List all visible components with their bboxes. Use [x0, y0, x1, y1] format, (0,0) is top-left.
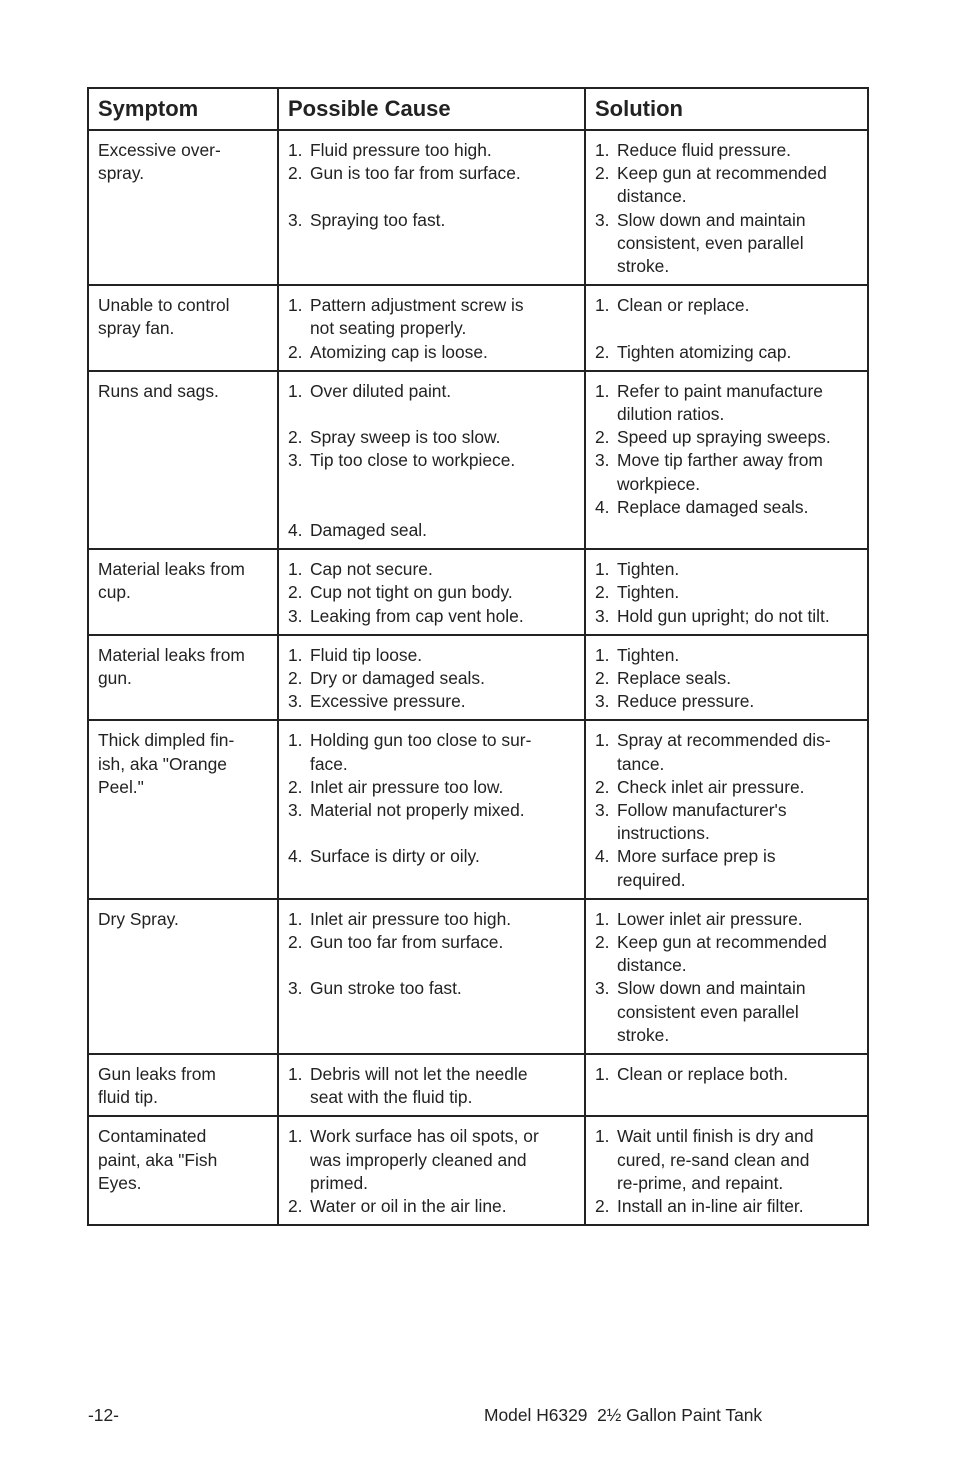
- item-text: [310, 139, 576, 162]
- item-text: [310, 162, 576, 208]
- solution-item: [595, 908, 859, 931]
- solution-item: [595, 776, 859, 799]
- item-line: stroke.: [617, 1024, 670, 1045]
- item-line: Speed up spraying sweeps.: [617, 427, 831, 448]
- item-line: required.: [617, 869, 686, 890]
- item-number: 1.: [595, 644, 610, 665]
- item-number: 2.: [595, 668, 610, 689]
- item-text: [310, 341, 576, 364]
- item-line: Fluid pressure too high.: [310, 140, 492, 160]
- item-line: Tighten.: [617, 644, 680, 665]
- item-line: Tighten.: [617, 582, 680, 603]
- cause-item: [288, 426, 576, 449]
- item-line: Tip too close to workpiece.: [310, 450, 516, 471]
- item-text: [617, 845, 859, 891]
- item-text: [310, 605, 576, 628]
- item-text: [310, 209, 576, 232]
- item-number: 3.: [595, 800, 610, 821]
- cause-item: [288, 931, 576, 977]
- cause-item: [288, 581, 576, 604]
- cause-item: [288, 341, 576, 364]
- item-line: Clean or replace both.: [617, 1064, 789, 1085]
- cause-item: [288, 690, 576, 713]
- cause-item: [288, 908, 576, 931]
- item-text: [310, 690, 576, 713]
- table-row: [88, 1116, 868, 1225]
- item-line: [310, 403, 576, 426]
- item-number: 4.: [288, 520, 303, 540]
- item-line: Install an in-line air filter.: [617, 1196, 804, 1217]
- item-number: 1.: [595, 730, 610, 751]
- item-line: distance.: [617, 955, 687, 976]
- solution-cell: [585, 1116, 868, 1225]
- solution-cell: [585, 720, 868, 898]
- solution-item: [595, 667, 859, 690]
- item-text: [617, 977, 859, 1047]
- item-line: Cap not secure.: [310, 559, 433, 580]
- item-line: Cup not tight on gun body.: [310, 582, 513, 603]
- item-line: Surface is dirty or oily.: [310, 846, 480, 867]
- symptom-line: gun.: [98, 668, 132, 689]
- item-text: [310, 1063, 576, 1109]
- table-header-row: [88, 88, 868, 130]
- item-number: 2.: [595, 776, 610, 797]
- cause-item: [288, 845, 576, 868]
- item-text: [310, 644, 576, 667]
- item-number: 3.: [595, 605, 610, 626]
- item-number: 3.: [595, 209, 610, 230]
- item-line: Follow manufacturer's: [617, 800, 787, 821]
- symptom-cell: [88, 1054, 278, 1116]
- item-number: 3.: [288, 978, 303, 999]
- symptom-line: Peel.": [98, 776, 144, 797]
- item-line: Dry or damaged seals.: [310, 668, 485, 689]
- cause-cell: [278, 635, 585, 721]
- table-row: [88, 1054, 868, 1116]
- symptom-line: Unable to control: [98, 295, 230, 316]
- cause-item: [288, 209, 576, 232]
- item-text: [310, 799, 576, 845]
- item-line: Reduce pressure.: [617, 691, 755, 712]
- solution-item: [595, 139, 859, 162]
- item-line: Wait until finish is dry and: [617, 1126, 814, 1147]
- troubleshooting-table: [87, 87, 869, 1226]
- solution-item: [595, 162, 859, 208]
- item-number: 1.: [288, 140, 303, 160]
- item-line: Gun too far from surface.: [310, 932, 504, 953]
- item-text: [617, 294, 859, 340]
- item-text: [617, 209, 859, 279]
- item-text: [310, 449, 576, 519]
- item-text: [310, 426, 576, 449]
- item-number: 1.: [288, 1064, 303, 1085]
- symptom-line: Eyes.: [98, 1172, 142, 1193]
- item-number: 2.: [595, 341, 610, 362]
- item-line: Spray at recommended dis-: [617, 730, 831, 751]
- item-number: 3.: [288, 605, 303, 626]
- cause-item: [288, 1195, 576, 1218]
- item-text: [617, 605, 859, 628]
- item-line: Check inlet air pressure.: [617, 776, 805, 797]
- item-line: More surface prep is: [617, 846, 776, 867]
- item-number: 3.: [288, 209, 303, 230]
- solution-item: [595, 380, 859, 426]
- solution-item: [595, 558, 859, 581]
- item-text: [617, 426, 859, 449]
- item-line: Clean or replace.: [617, 295, 750, 316]
- cause-item: [288, 605, 576, 628]
- item-line: Fluid tip loose.: [310, 644, 423, 665]
- item-number: 3.: [595, 978, 610, 999]
- item-line: Over diluted paint.: [310, 380, 452, 401]
- symptom-line: Material leaks from: [98, 644, 245, 665]
- cause-cell: [278, 371, 585, 549]
- item-line: Damaged seal.: [310, 520, 427, 540]
- item-number: 2.: [288, 1196, 303, 1217]
- item-number: 2.: [595, 582, 610, 603]
- table-row: [88, 899, 868, 1054]
- solution-item: [595, 845, 859, 891]
- solution-cell: [585, 899, 868, 1054]
- item-text: [617, 776, 859, 799]
- item-text: [617, 581, 859, 604]
- solution-item: [595, 799, 859, 845]
- item-line: [310, 954, 576, 977]
- solution-cell: [585, 549, 868, 635]
- item-line: Keep gun at recommended: [617, 932, 827, 953]
- item-line: Refer to paint manufacture: [617, 380, 823, 401]
- symptom-cell: [88, 371, 278, 549]
- item-line: distance.: [617, 186, 687, 207]
- symptom-cell: [88, 899, 278, 1054]
- solution-item: [595, 1195, 859, 1218]
- symptom-cell: [88, 720, 278, 898]
- table-row: [88, 371, 868, 549]
- item-text: [310, 908, 576, 931]
- symptom-cell: [88, 130, 278, 285]
- item-line: primed.: [310, 1172, 368, 1193]
- symptom-line: Thick dimpled fin-: [98, 730, 235, 751]
- item-text: [617, 139, 859, 162]
- item-number: 2.: [288, 668, 303, 689]
- item-line: Inlet air pressure too low.: [310, 776, 504, 797]
- item-line: Gun stroke too fast.: [310, 978, 462, 999]
- item-number: 2.: [288, 427, 303, 448]
- cause-item: [288, 1063, 576, 1109]
- item-line: Work surface has oil spots, or: [310, 1126, 539, 1147]
- cause-item: [288, 519, 576, 542]
- item-text: [310, 977, 576, 1000]
- item-text: [310, 558, 576, 581]
- symptom-line: Runs and sags.: [98, 380, 219, 401]
- cause-item: [288, 776, 576, 799]
- item-text: [617, 667, 859, 690]
- item-number: 3.: [288, 800, 303, 821]
- item-number: 2.: [595, 1196, 610, 1217]
- item-text: [617, 341, 859, 364]
- solution-item: [595, 209, 859, 279]
- item-line: Lower inlet air pressure.: [617, 908, 803, 929]
- item-text: [310, 776, 576, 799]
- item-line: Hold gun upright; do not tilt.: [617, 605, 830, 626]
- item-line: Atomizing cap is loose.: [310, 341, 488, 362]
- item-text: [617, 1063, 859, 1086]
- item-text: [310, 581, 576, 604]
- symptom-line: cup.: [98, 582, 131, 603]
- item-line: Tighten atomizing cap.: [617, 341, 792, 362]
- solution-item: [595, 496, 859, 519]
- item-number: 2.: [288, 341, 303, 362]
- item-line: cured, re-sand clean and: [617, 1149, 810, 1170]
- solution-item: [595, 341, 859, 364]
- item-text: [310, 1125, 576, 1195]
- cause-item: [288, 139, 576, 162]
- item-line: Slow down and maintain: [617, 978, 806, 999]
- item-number: 1.: [595, 140, 610, 160]
- item-number: 2.: [595, 427, 610, 448]
- cause-cell: [278, 720, 585, 898]
- item-number: 2.: [288, 582, 303, 603]
- item-text: [310, 519, 576, 542]
- symptom-line: Gun leaks from: [98, 1064, 216, 1085]
- item-line: Gun is too far from surface.: [310, 163, 521, 184]
- item-number: 2.: [595, 932, 610, 953]
- cause-item: [288, 449, 576, 519]
- table-row: [88, 549, 868, 635]
- cause-item: [288, 977, 576, 1000]
- symptom-line: Excessive over-: [98, 140, 221, 160]
- item-line: Material not properly mixed.: [310, 800, 525, 821]
- item-number: 4.: [288, 846, 303, 867]
- symptom-line: fluid tip.: [98, 1087, 158, 1108]
- item-text: [310, 294, 576, 340]
- symptom-line: Dry Spray.: [98, 908, 179, 929]
- item-text: [617, 729, 859, 775]
- item-line: [310, 822, 576, 845]
- item-text: [617, 380, 859, 426]
- solution-item: [595, 644, 859, 667]
- item-line: face.: [310, 753, 348, 774]
- item-number: 1.: [288, 295, 303, 316]
- item-line: not seating properly.: [310, 318, 467, 339]
- item-text: [617, 162, 859, 208]
- item-line: Move tip farther away from: [617, 450, 823, 471]
- item-number: 2.: [288, 932, 303, 953]
- item-line: [310, 185, 576, 208]
- symptom-line: Material leaks from: [98, 559, 245, 580]
- item-number: 4.: [595, 846, 610, 867]
- item-line: tance.: [617, 753, 665, 774]
- solution-item: [595, 581, 859, 604]
- item-line: consistent, even parallel: [617, 232, 804, 253]
- item-text: [617, 799, 859, 845]
- cause-cell: [278, 285, 585, 371]
- item-text: [617, 644, 859, 667]
- symptom-line: paint, aka "Fish: [98, 1149, 218, 1170]
- item-line: Tighten.: [617, 559, 680, 580]
- cause-cell: [278, 899, 585, 1054]
- table-row: [88, 635, 868, 721]
- symptom-line: spray.: [98, 163, 145, 184]
- solution-item: [595, 729, 859, 775]
- item-line: Spray sweep is too slow.: [310, 427, 501, 448]
- item-line: Holding gun too close to sur-: [310, 730, 532, 751]
- symptom-cell: [88, 549, 278, 635]
- solution-cell: [585, 1054, 868, 1116]
- item-line: Inlet air pressure too high.: [310, 908, 512, 929]
- item-text: [617, 931, 859, 977]
- page-number: -12-: [88, 1405, 119, 1425]
- item-number: 3.: [595, 691, 610, 712]
- item-line: consistent even parallel: [617, 1001, 799, 1022]
- item-number: 1.: [288, 559, 303, 580]
- table-row: [88, 720, 868, 898]
- item-text: [310, 380, 576, 426]
- cause-item: [288, 799, 576, 845]
- item-line: Reduce fluid pressure.: [617, 140, 791, 160]
- item-number: 3.: [288, 691, 303, 712]
- item-line: was improperly cleaned and: [310, 1149, 527, 1170]
- item-number: 3.: [595, 450, 610, 471]
- cause-item: [288, 667, 576, 690]
- symptom-line: ish, aka "Orange: [98, 753, 227, 774]
- item-number: 1.: [595, 295, 610, 316]
- item-line: stroke.: [617, 256, 670, 277]
- item-line: Water or oil in the air line.: [310, 1196, 507, 1217]
- item-text: [617, 1125, 859, 1195]
- item-number: 1.: [595, 908, 610, 929]
- item-number: 1.: [288, 380, 303, 401]
- footer-model: Model H6329 2½ Gallon Paint Tank: [484, 1405, 763, 1425]
- item-text: [617, 558, 859, 581]
- solution-cell: [585, 371, 868, 549]
- item-text: [617, 1195, 859, 1218]
- symptom-cell: [88, 285, 278, 371]
- item-line: seat with the fluid tip.: [310, 1087, 473, 1108]
- header-solution: Solution: [585, 88, 868, 130]
- solution-item: [595, 1063, 859, 1086]
- item-text: [617, 496, 859, 519]
- solution-cell: [585, 285, 868, 371]
- item-line: Replace damaged seals.: [617, 496, 809, 517]
- cause-cell: [278, 1116, 585, 1225]
- item-number: 1.: [595, 1126, 610, 1147]
- item-line: [310, 496, 576, 519]
- solution-item: [595, 931, 859, 977]
- solution-item: [595, 426, 859, 449]
- item-line: dilution ratios.: [617, 404, 725, 425]
- item-line: Pattern adjustment screw is: [310, 295, 524, 316]
- cause-item: [288, 294, 576, 340]
- item-text: [310, 931, 576, 977]
- solution-item: [595, 1125, 859, 1195]
- symptom-line: spray fan.: [98, 318, 175, 339]
- item-line: [617, 317, 859, 340]
- cause-item: [288, 380, 576, 426]
- item-number: 1.: [595, 559, 610, 580]
- item-number: 1.: [288, 1126, 303, 1147]
- item-line: Slow down and maintain: [617, 209, 806, 230]
- item-line: re-prime, and repaint.: [617, 1172, 784, 1193]
- solution-cell: [585, 635, 868, 721]
- solution-item: [595, 449, 859, 495]
- item-line: Keep gun at recommended: [617, 163, 827, 184]
- cause-cell: [278, 549, 585, 635]
- cause-item: [288, 162, 576, 208]
- cause-item: [288, 558, 576, 581]
- solution-item: [595, 977, 859, 1047]
- header-possible-cause: Possible Cause: [278, 88, 585, 130]
- cause-cell: [278, 1054, 585, 1116]
- header-symptom: Symptom: [88, 88, 278, 130]
- item-number: 1.: [288, 644, 303, 665]
- item-line: instructions.: [617, 823, 710, 844]
- item-number: 1.: [595, 380, 610, 401]
- cause-item: [288, 729, 576, 775]
- symptom-cell: [88, 1116, 278, 1225]
- item-line: Debris will not let the needle: [310, 1064, 528, 1085]
- item-number: 2.: [595, 163, 610, 184]
- solution-cell: [585, 130, 868, 285]
- item-number: 1.: [595, 1064, 610, 1085]
- item-text: [310, 729, 576, 775]
- item-line: workpiece.: [617, 473, 701, 494]
- item-line: Excessive pressure.: [310, 691, 466, 712]
- item-number: 1.: [288, 908, 303, 929]
- solution-item: [595, 690, 859, 713]
- item-text: [310, 1195, 576, 1218]
- item-number: 3.: [288, 450, 303, 471]
- symptom-cell: [88, 635, 278, 721]
- symptom-line: Contaminated: [98, 1126, 207, 1147]
- table-row: [88, 130, 868, 285]
- cause-cell: [278, 130, 585, 285]
- table-row: [88, 285, 868, 371]
- item-line: Replace seals.: [617, 668, 732, 689]
- item-text: [310, 667, 576, 690]
- item-text: [617, 690, 859, 713]
- item-line: Spraying too fast.: [310, 209, 446, 230]
- item-number: 1.: [288, 730, 303, 751]
- item-text: [617, 449, 859, 495]
- solution-item: [595, 605, 859, 628]
- item-number: 4.: [595, 496, 610, 517]
- item-number: 2.: [288, 776, 303, 797]
- cause-item: [288, 1125, 576, 1195]
- item-text: [617, 908, 859, 931]
- item-number: 2.: [288, 163, 303, 184]
- item-text: [310, 845, 576, 868]
- item-line: Leaking from cap vent hole.: [310, 605, 524, 626]
- cause-item: [288, 644, 576, 667]
- item-line: [310, 473, 576, 496]
- solution-item: [595, 294, 859, 340]
